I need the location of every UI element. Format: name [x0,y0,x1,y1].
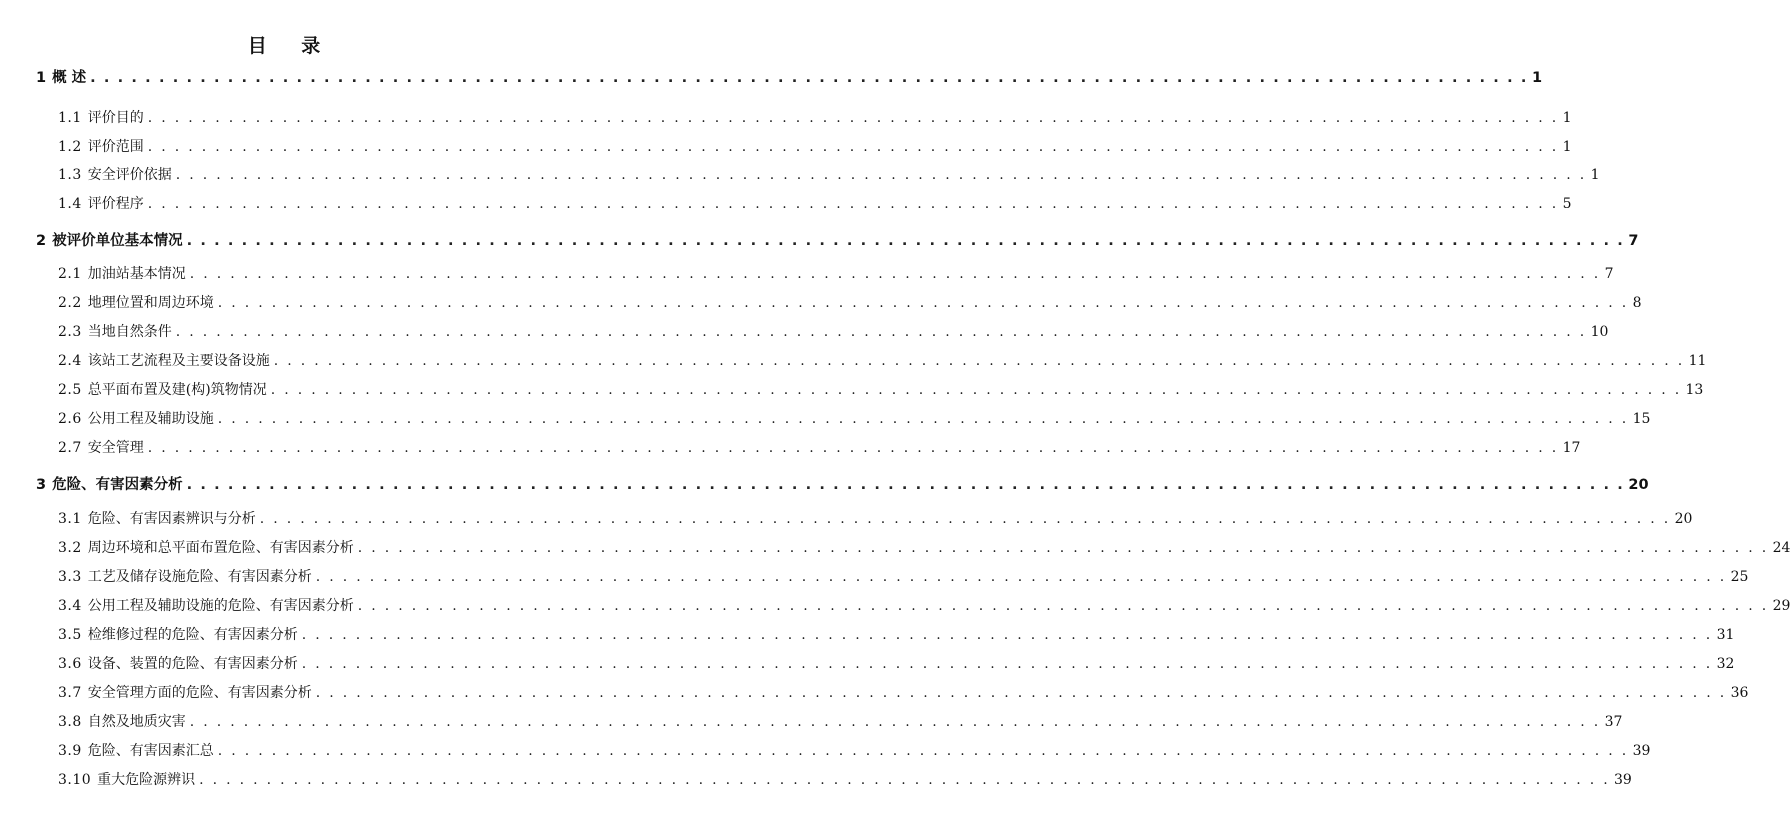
entry-page-number: 37 [1604,714,1623,730]
toc-section-entry[interactable] [0,682,1749,704]
entry-title: 评价程序 [87,196,144,212]
entry-page-number: 11 [1688,353,1707,369]
entry-page-number: 10 [1590,324,1609,340]
dot-leader [316,685,1727,701]
entry-number: 3.8 [58,714,82,730]
entry-page-number: 25 [1730,569,1749,585]
entry-title: 公用工程及辅助设施 [87,411,214,427]
dot-leader [176,324,1587,340]
entry-number: 3.10 [58,772,92,788]
entry-title: 危险、有害因素汇总 [87,743,214,759]
toc-section-entry[interactable] [0,566,1749,588]
dot-leader [218,295,1629,311]
toc-section-entry[interactable] [0,740,1651,762]
entry-title: 评价目的 [87,110,144,126]
dot-leader [302,656,1713,672]
dot-leader [358,598,1769,614]
entry-page-number: 20 [1628,477,1649,493]
dot-leader [148,110,1559,126]
toc-chapter-entry[interactable] [0,66,1543,88]
entry-number: 1.4 [58,196,82,212]
entry-number: 1.3 [58,167,82,183]
entry-page-number: 39 [1613,772,1632,788]
entry-number: 3.2 [58,540,82,556]
entry-title: 周边环境和总平面布置危险、有害因素分析 [87,540,354,556]
entry-page-number: 17 [1562,440,1581,456]
dot-leader [199,772,1610,788]
entry-page-number: 29 [1772,598,1790,614]
entry-number: 3.1 [58,511,82,527]
entry-title: 概 述 [52,70,87,86]
dot-leader [187,233,1625,249]
entry-page-number: 15 [1632,411,1651,427]
entry-page-number: 1 [1562,110,1572,126]
toc-section-entry[interactable] [0,350,1707,372]
entry-number: 2.7 [58,440,82,456]
toc-section-entry[interactable] [0,769,1632,791]
dot-leader [90,70,1528,86]
entry-page-number: 1 [1590,167,1600,183]
entry-title: 工艺及储存设施危险、有害因素分析 [87,569,312,585]
entry-number: 2.6 [58,411,82,427]
dot-leader [218,411,1629,427]
entry-page-number: 1 [1531,70,1543,86]
entry-page-number: 7 [1604,266,1614,282]
entry-title: 安全评价依据 [87,167,172,183]
entry-page-number: 24 [1772,540,1790,556]
entry-number: 1 [36,70,47,86]
entry-title: 设备、装置的危险、有害因素分析 [87,656,298,672]
entry-number: 3.4 [58,598,82,614]
entry-title: 当地自然条件 [87,324,172,340]
entry-title: 被评价单位基本情况 [52,233,183,249]
entry-number: 2.5 [58,382,82,398]
entry-page-number: 13 [1685,382,1704,398]
toc-section-entry[interactable] [0,107,1572,129]
entry-title: 安全管理方面的危险、有害因素分析 [87,685,312,701]
dot-leader [271,382,1682,398]
entry-number: 2.2 [58,295,82,311]
entry-number: 3.7 [58,685,82,701]
toc-chapter-entry[interactable] [0,473,1649,495]
dot-leader [148,196,1559,212]
dot-leader [176,167,1587,183]
entry-number: 2 [36,233,47,249]
toc-section-entry[interactable] [0,537,1790,559]
toc-section-entry[interactable] [0,292,1642,314]
entry-number: 2.1 [58,266,82,282]
entry-page-number: 39 [1632,743,1651,759]
entry-page-number: 36 [1730,685,1749,701]
toc-chapter-entry[interactable] [0,229,1639,251]
toc-section-entry[interactable] [0,408,1651,430]
dot-leader [274,353,1685,369]
toc-section-entry[interactable] [0,711,1623,733]
entry-page-number: 5 [1562,196,1572,212]
entry-page-number: 31 [1716,627,1735,643]
page-title: 目 录 [247,35,335,57]
entry-number: 3.6 [58,656,82,672]
toc-section-entry[interactable] [0,321,1609,343]
entry-page-number: 8 [1632,295,1642,311]
entry-title: 加油站基本情况 [87,266,186,282]
entry-number: 3.5 [58,627,82,643]
entry-title: 安全管理 [87,440,144,456]
entry-title: 危险、有害因素分析 [52,477,183,493]
toc-section-entry[interactable] [0,508,1693,530]
toc-section-entry[interactable] [0,653,1735,675]
entry-number: 3 [36,477,47,493]
toc-section-entry[interactable] [0,624,1735,646]
dot-leader [316,569,1727,585]
entry-title: 自然及地质灾害 [87,714,186,730]
dot-leader [148,440,1559,456]
dot-leader [148,139,1559,155]
dot-leader [302,627,1713,643]
entry-number: 3.9 [58,743,82,759]
entry-number: 2.3 [58,324,82,340]
entry-title: 评价范围 [87,139,144,155]
toc-section-entry[interactable] [0,193,1572,215]
dot-leader [260,511,1671,527]
entry-title: 公用工程及辅助设施的危险、有害因素分析 [87,598,354,614]
toc-section-entry[interactable] [0,437,1581,459]
entry-number: 3.3 [58,569,82,585]
entry-number: 2.4 [58,353,82,369]
dot-leader [187,477,1625,493]
entry-title: 危险、有害因素辨识与分析 [87,511,256,527]
entry-number: 1.2 [58,139,82,155]
entry-page-number: 32 [1716,656,1735,672]
toc-section-entry[interactable] [0,595,1790,617]
entry-page-number: 20 [1674,511,1693,527]
toc-section-entry[interactable] [0,263,1614,285]
entry-page-number: 1 [1562,139,1572,155]
toc-section-entry[interactable] [0,136,1572,158]
entry-title: 重大危险源辨识 [97,772,196,788]
entry-title: 总平面布置及建(构)筑物情况 [87,382,267,398]
entry-page-number: 7 [1628,233,1639,249]
entry-title: 检维修过程的危险、有害因素分析 [87,627,298,643]
toc-section-entry[interactable] [0,379,1704,401]
entry-number: 1.1 [58,110,82,126]
entry-title: 地理位置和周边环境 [87,295,214,311]
dot-leader [190,266,1601,282]
dot-leader [190,714,1601,730]
dot-leader [358,540,1769,556]
dot-leader [218,743,1629,759]
toc-section-entry[interactable] [0,164,1600,186]
entry-title: 该站工艺流程及主要设备设施 [87,353,270,369]
